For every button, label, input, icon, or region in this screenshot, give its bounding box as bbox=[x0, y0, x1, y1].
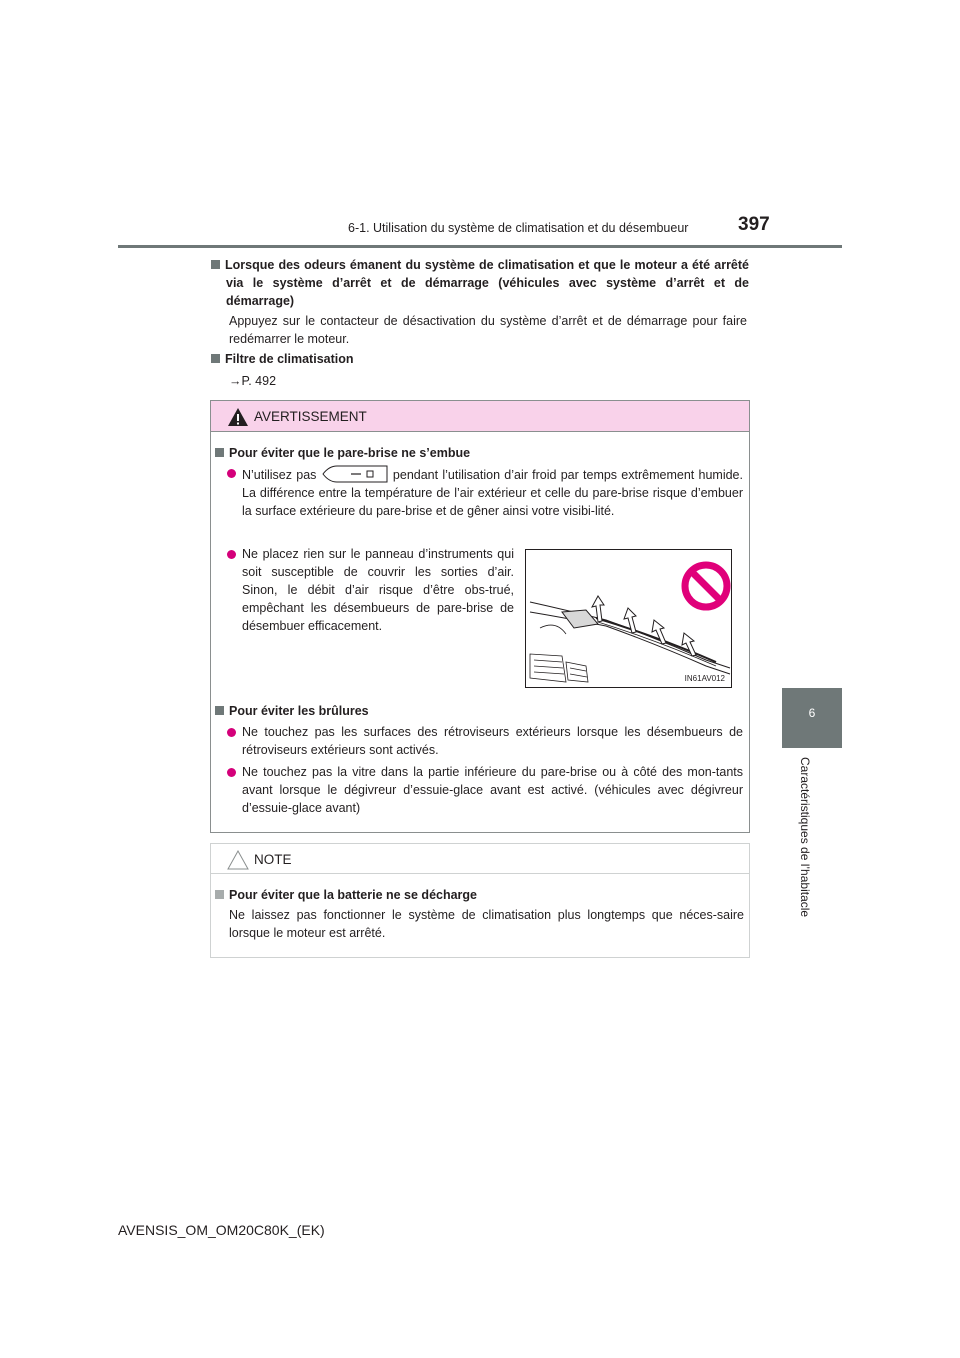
fog-bullet-1-start: N’utilisez pas bbox=[242, 468, 317, 482]
battery-heading bbox=[215, 886, 745, 904]
warning-header bbox=[211, 401, 749, 432]
burn-bullet-1: Ne touchez pas les surfaces des rétroviseurs extérieurs lorsque les désembueurs de rétroviseurs extérieurs sont activés. bbox=[242, 725, 743, 757]
image-code: IN61AV012 bbox=[684, 674, 725, 683]
burn-bullet-2: Ne touchez pas la vitre dans la partie inférieure du pare-brise ou à côté des mon-tants avant lorsque le dégivreur d’essuie-glace avant est activé. (véhicules avec dégivreur d’essuie-glace avant) bbox=[242, 765, 743, 815]
dashboard-air-outlet-image bbox=[526, 550, 731, 687]
page-number: 397 bbox=[738, 214, 770, 235]
chapter-number: 6 bbox=[808, 706, 816, 720]
filter-title: Filtre de climatisation bbox=[225, 352, 354, 366]
square-bullet-icon bbox=[215, 706, 224, 715]
round-bullet-icon bbox=[227, 768, 236, 777]
filter-page-ref: →P. 492 bbox=[229, 374, 277, 388]
fog-heading bbox=[215, 444, 745, 462]
odours-title: Lorsque des odeurs émanent du système de climatisation et que le moteur a été arrêté via le système d’arrêt et de démarrage (véhicules avec système d’arrêt et de démarrage) bbox=[225, 258, 749, 308]
odours-text: Appuyez sur le contacteur de désactivation du système d’arrêt et de démarrage pour faire redémarrer le moteur. bbox=[229, 314, 747, 346]
chapter-label-text: Caractéristiques de l’habitacle bbox=[798, 757, 812, 918]
chapter-tab bbox=[782, 688, 842, 748]
document-code: AVENSIS_OM_OM20C80K_(EK) bbox=[118, 1222, 325, 1238]
fog-bullet-1-end: pendant l’utilisation d’air froid par temps extrêmement humide. La différence entre la température de l’air extérieur et celle du pare-brise risque d’embuer la surface extérieure du pare-brise et de gêner ainsi votre visibi-lité. bbox=[242, 468, 743, 518]
round-bullet-icon bbox=[227, 728, 236, 737]
square-bullet-icon bbox=[211, 260, 220, 269]
battery-title: Pour éviter que la batterie ne se décharge bbox=[229, 888, 478, 902]
square-bullet-icon bbox=[215, 448, 224, 457]
caution-outline-icon bbox=[227, 850, 249, 870]
odours-heading bbox=[211, 256, 749, 310]
recirculation-button-icon bbox=[321, 464, 389, 484]
square-bullet-icon bbox=[211, 354, 220, 363]
section-title: 6-1. Utilisation du système de climatisation et du désembueur bbox=[348, 221, 689, 235]
round-bullet-icon bbox=[227, 550, 236, 559]
header-rule bbox=[118, 245, 842, 248]
note-label: NOTE bbox=[254, 852, 292, 867]
fog-title: Pour éviter que le pare-brise ne s’embue bbox=[229, 446, 471, 460]
square-bullet-icon bbox=[215, 890, 224, 899]
round-bullet-icon bbox=[227, 469, 236, 478]
battery-text: Ne laissez pas fonctionner le système de climatisation plus longtemps que néces-saire lorsque le moteur est arrêté. bbox=[229, 908, 744, 940]
chapter-label bbox=[798, 757, 821, 932]
burn-heading bbox=[215, 702, 745, 720]
warning-triangle-icon bbox=[227, 407, 249, 427]
fog-bullet-1 bbox=[242, 464, 743, 520]
filter-heading bbox=[211, 350, 749, 368]
note-header bbox=[211, 844, 749, 874]
fog-bullet-2: Ne placez rien sur le panneau d’instruments qui soit susceptible de couvrir les sorties d’air. Sinon, le débit d’air risque d’être obs-trué, empêchant les désembueurs de pare-brise de désembuer efficacement. bbox=[242, 547, 514, 633]
warning-label: AVERTISSEMENT bbox=[254, 409, 367, 424]
burn-title: Pour éviter les brûlures bbox=[229, 704, 369, 718]
windshield-illustration bbox=[525, 549, 732, 688]
